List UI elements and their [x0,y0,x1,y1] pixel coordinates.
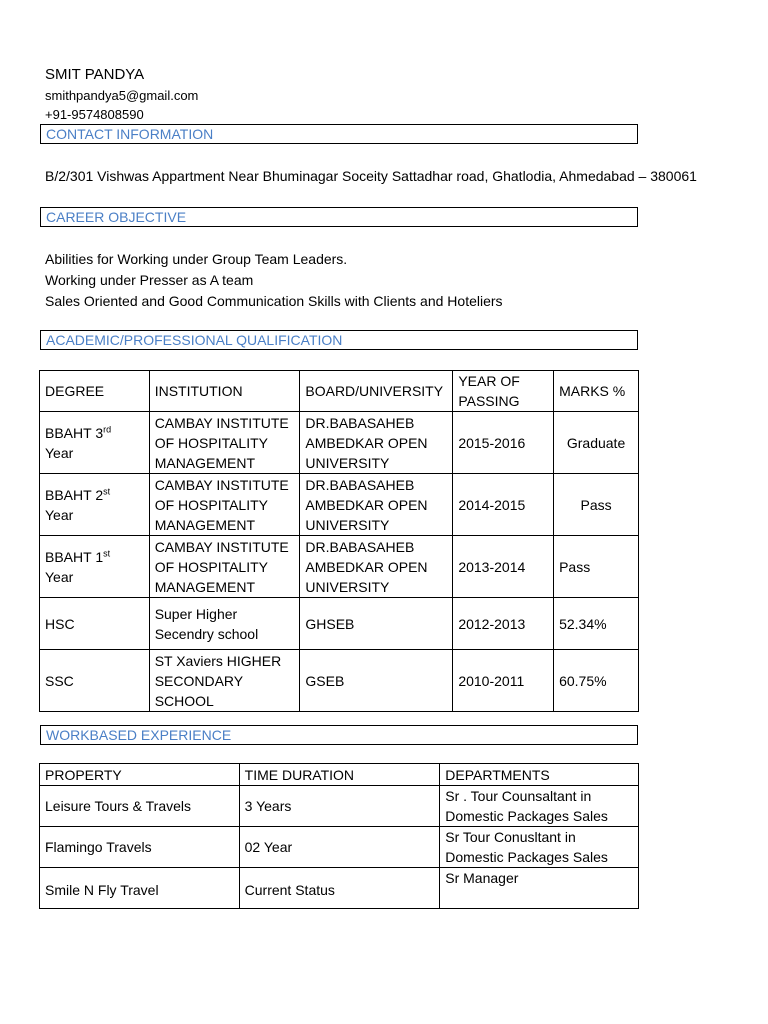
institution-cell: ST Xaviers HIGHER SECONDARY SCHOOL [149,650,300,712]
header-cell: TIME DURATION [239,764,440,786]
institution-cell: CAMBAY INSTITUTE OF HOSPITALITY MANAGEMENT [149,536,300,598]
marks-cell: 60.75% [554,650,639,712]
section-heading-contact: CONTACT INFORMATION [40,124,638,144]
institution-cell: CAMBAY INSTITUTE OF HOSPITALITY MANAGEMENT [149,474,300,536]
board-cell: DR.BABASAHEB AMBEDKAR OPEN UNIVERSITY [300,536,453,598]
duration-cell: 3 Years [239,786,440,827]
table-row [40,868,639,909]
duration-cell: 02 Year [239,827,440,868]
table-header-row [40,764,639,786]
degree-cell: SSC [40,650,150,712]
institution-cell: Super Higher Secendry school [149,598,300,650]
header-cell: DEGREE [40,371,150,412]
board-cell: DR.BABASAHEB AMBEDKAR OPEN UNIVERSITY [300,474,453,536]
marks-cell: 52.34% [554,598,639,650]
board-cell: GSEB [300,650,453,712]
degree-cell: BBAHT 1st Year [40,536,150,598]
work-experience-table [39,763,639,909]
qualification-table [39,370,639,712]
section-heading-work: WORKBASED EXPERIENCE [40,725,638,745]
email-text: smithpandya5@gmail.com [45,88,199,103]
department-cell: Sr Manager [440,868,639,909]
table-row [40,650,639,712]
header-cell: INSTITUTION [149,371,300,412]
board-cell: DR.BABASAHEB AMBEDKAR OPEN UNIVERSITY [300,412,453,474]
table-row [40,827,639,868]
year-cell: 2014-2015 [453,474,554,536]
board-cell: GHSEB [300,598,453,650]
year-cell: 2012-2013 [453,598,554,650]
department-cell: Sr . Tour Counsaltant in Domestic Packages Sales [440,786,639,827]
marks-cell: Pass [554,536,639,598]
objective-item: Sales Oriented and Good Communication Skills with Clients and Hoteliers [45,293,503,309]
objective-item: Working under Presser as A team [45,272,254,288]
degree-cell: HSC [40,598,150,650]
year-cell: 2013-2014 [453,536,554,598]
degree-cell: BBAHT 3rd Year [40,412,150,474]
institution-cell: CAMBAY INSTITUTE OF HOSPITALITY MANAGEMENT [149,412,300,474]
objectives-list [45,249,503,312]
table-row [40,412,639,474]
year-cell: 2015-2016 [453,412,554,474]
marks-cell: Graduate [554,412,639,474]
phone-text: +91-9574808590 [45,107,144,122]
duration-cell: Current Status [239,868,440,909]
department-cell: Sr Tour Conusltant in Domestic Packages Sales [440,827,639,868]
table-row [40,598,639,650]
header-cell: DEPARTMENTS [440,764,639,786]
header-cell: MARKS % [554,371,639,412]
table-row [40,786,639,827]
header-cell: PROPERTY [40,764,240,786]
table-row [40,536,639,598]
candidate-name: SMIT PANDYA [45,66,145,83]
table-header-row [40,371,639,412]
table-row [40,474,639,536]
header-cell: BOARD/UNIVERSITY [300,371,453,412]
objective-item: Abilities for Working under Group Team Leaders. [45,251,348,267]
section-heading-academic: ACADEMIC/PROFESSIONAL QUALIFICATION [40,330,638,350]
degree-cell: BBAHT 2st Year [40,474,150,536]
marks-cell: Pass [554,474,639,536]
address-text: B/2/301 Vishwas Appartment Near Bhuminagar Soceity Sattadhar road, Ghatlodia, Ahmedabad – 380061 [45,168,697,184]
property-cell: Flamingo Travels [40,827,240,868]
property-cell: Leisure Tours & Travels [40,786,240,827]
header-cell: YEAR OF PASSING [453,371,554,412]
property-cell: Smile N Fly Travel [40,868,240,909]
section-heading-career: CAREER OBJECTIVE [40,207,638,227]
year-cell: 2010-2011 [453,650,554,712]
